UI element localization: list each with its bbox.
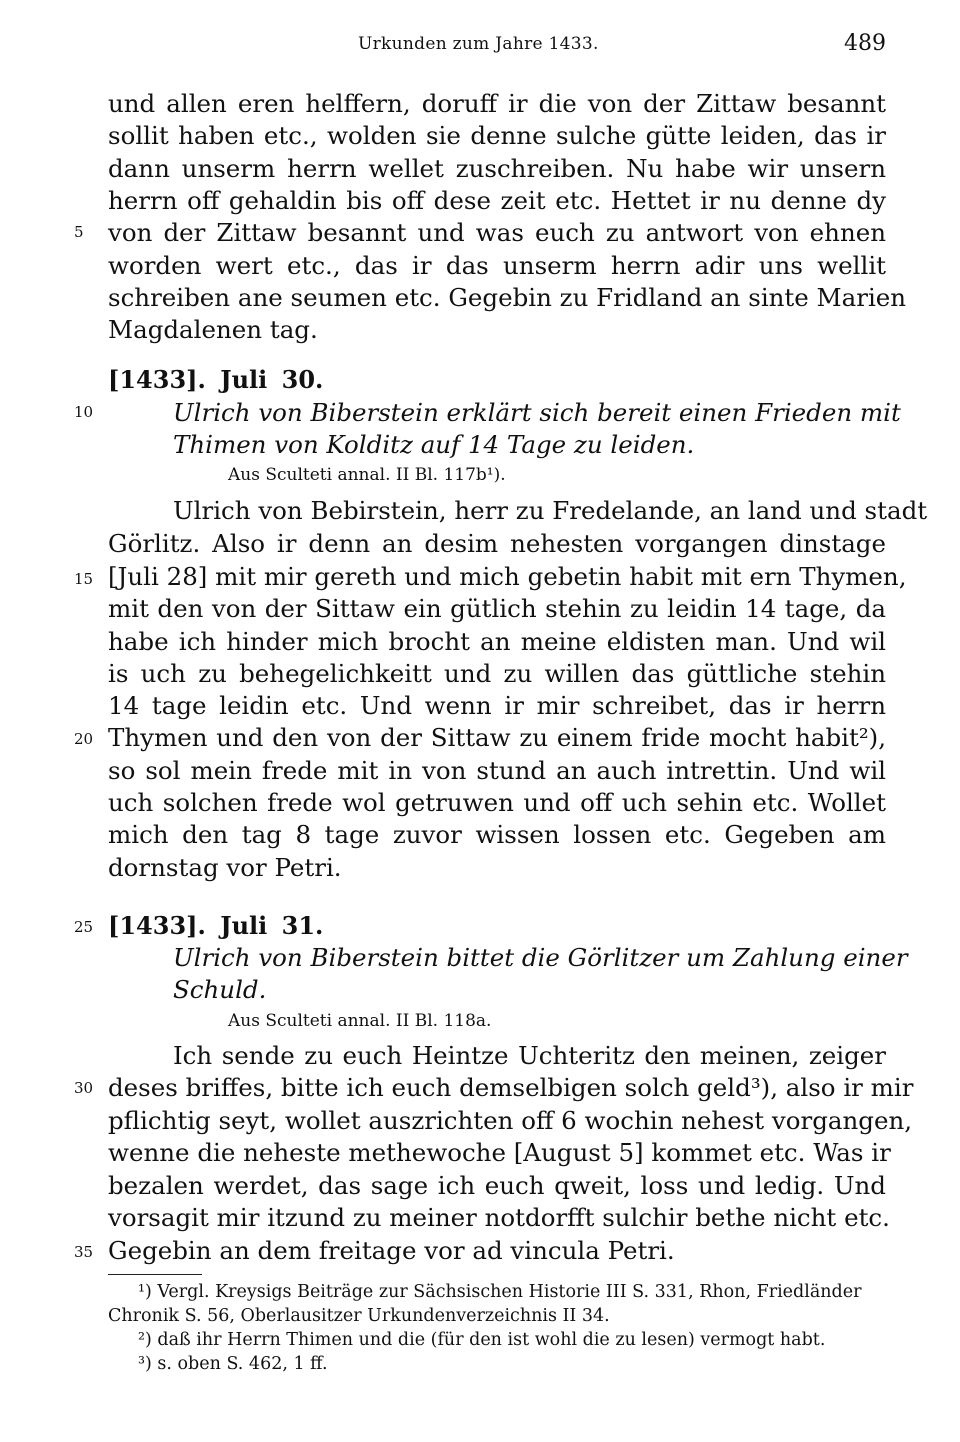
text-line: uch solchen frede wol getruwen und off uch sehin etc. Wollet <box>108 788 886 817</box>
text-line: deses briffes, bitte ich euch demselbigen solch geld³), also ir mir <box>108 1073 914 1102</box>
running-title: Urkunden zum Jahre 1433. <box>358 34 599 54</box>
document-summary: Ulrich von Biberstein erklärt sich bereit einen Frieden mit <box>173 398 901 427</box>
text-line: Gegebin an dem freitage vor ad vincula Petri. <box>108 1236 675 1265</box>
text-line: Görlitz. Also ir denn an desim nehesten vorgangen dinstage <box>108 529 886 558</box>
footnote-3: ³) s. oben S. 462, 1 ff. <box>138 1354 328 1374</box>
text-line: von der Zittaw besannt und was euch zu antwort von ehnen <box>108 218 886 247</box>
line-number: 35 <box>74 1243 94 1261</box>
text-line: wenne die neheste methewoche [August 5] kommet etc. Was ir <box>108 1138 891 1167</box>
document-summary: Ulrich von Biberstein bittet die Görlitzer um Zahlung einer <box>173 943 908 972</box>
text-line: Magdalenen tag. <box>108 315 318 344</box>
source-note: Aus Sculteti annal. II Bl. 117b¹). <box>228 465 506 485</box>
text-line: Ulrich von Bebirstein, herr zu Fredelande, an land und stadt <box>173 496 928 525</box>
line-number: 5 <box>74 223 84 241</box>
document-summary: Schuld. <box>173 975 267 1004</box>
text-line: und allen eren helffern, doruff ir die von der Zittaw besannt <box>108 89 886 118</box>
text-line: sollit haben etc., wolden sie denne sulche gütte leiden, das ir <box>108 121 886 150</box>
line-number: 30 <box>74 1079 94 1097</box>
running-head <box>108 31 886 64</box>
text-line: 14 tage leidin etc. Und wenn ir mir schreibet, das ir herrn <box>108 691 886 720</box>
text-line: mit den von der Sittaw ein gütlich stehin zu leidin 14 tage, da <box>108 594 886 623</box>
text-line: mich den tag 8 tage zuvor wissen lossen etc. Gegeben am <box>108 820 886 849</box>
source-note: Aus Sculteti annal. II Bl. 118a. <box>228 1011 492 1031</box>
text-line: so sol mein frede mit in von stund an auch intrettin. Und wil <box>108 756 886 785</box>
text-line: dann unserm herrn wellet zuschreiben. Nu habe wir unsern <box>108 154 886 183</box>
footnote-2: ²) daß ihr Herrn Thimen und die (für den ist wohl die zu lesen) vermogt habt. <box>138 1330 826 1350</box>
page-number: 489 <box>844 31 886 56</box>
document-heading: [1433]. Juli 31. <box>108 911 324 940</box>
line-number: 10 <box>74 403 94 421</box>
text-line: schreiben ane seumen etc. Gegebin zu Fridland an sinte Marien <box>108 283 907 312</box>
text-line: vorsagit mir itzund zu meiner notdorfft sulchir bethe nicht etc. <box>108 1203 890 1232</box>
text-line: [Juli 28] mit mir gereth und mich gebetin habit mit ern Thymen, <box>108 562 907 591</box>
text-line: Ich sende zu euch Heintze Uchteritz den meinen, zeiger <box>173 1041 886 1070</box>
text-line: worden wert etc., das ir das unserm herrn adir uns wellit <box>108 251 886 280</box>
line-number: 25 <box>74 918 94 936</box>
text-line: habe ich hinder mich brocht an meine eldisten man. Und wil <box>108 627 886 656</box>
footnote-1: ¹) Vergl. Kreysigs Beiträge zur Sächsischen Historie III S. 331, Rhon, Friedländer <box>138 1282 862 1302</box>
line-number: 20 <box>74 730 94 748</box>
line-number: 15 <box>74 570 94 588</box>
text-line: pflichtig seyt, wollet auszrichten off 6 wochin nehest vorgangen, <box>108 1106 913 1135</box>
text-line: herrn off gehaldin bis off dese zeit etc. Hettet ir nu denne dy <box>108 186 886 215</box>
document-summary: Thimen von Kolditz auf 14 Tage zu leiden. <box>173 430 695 459</box>
footnote-1-continued: Chronik S. 56, Oberlausitzer Urkundenverzeichnis II 34. <box>108 1306 610 1326</box>
text-line: dornstag vor Petri. <box>108 853 342 882</box>
text-line: Thymen und den von der Sittaw zu einem fride mocht habit²), <box>108 723 886 752</box>
footnote-rule <box>108 1274 202 1275</box>
text-line: bezalen werdet, das sage ich euch qweit, loss und ledig. Und <box>108 1171 886 1200</box>
document-heading: [1433]. Juli 30. <box>108 365 324 394</box>
text-line: is uch zu behegelichkeitt und zu willen das güttliche stehin <box>108 659 886 688</box>
